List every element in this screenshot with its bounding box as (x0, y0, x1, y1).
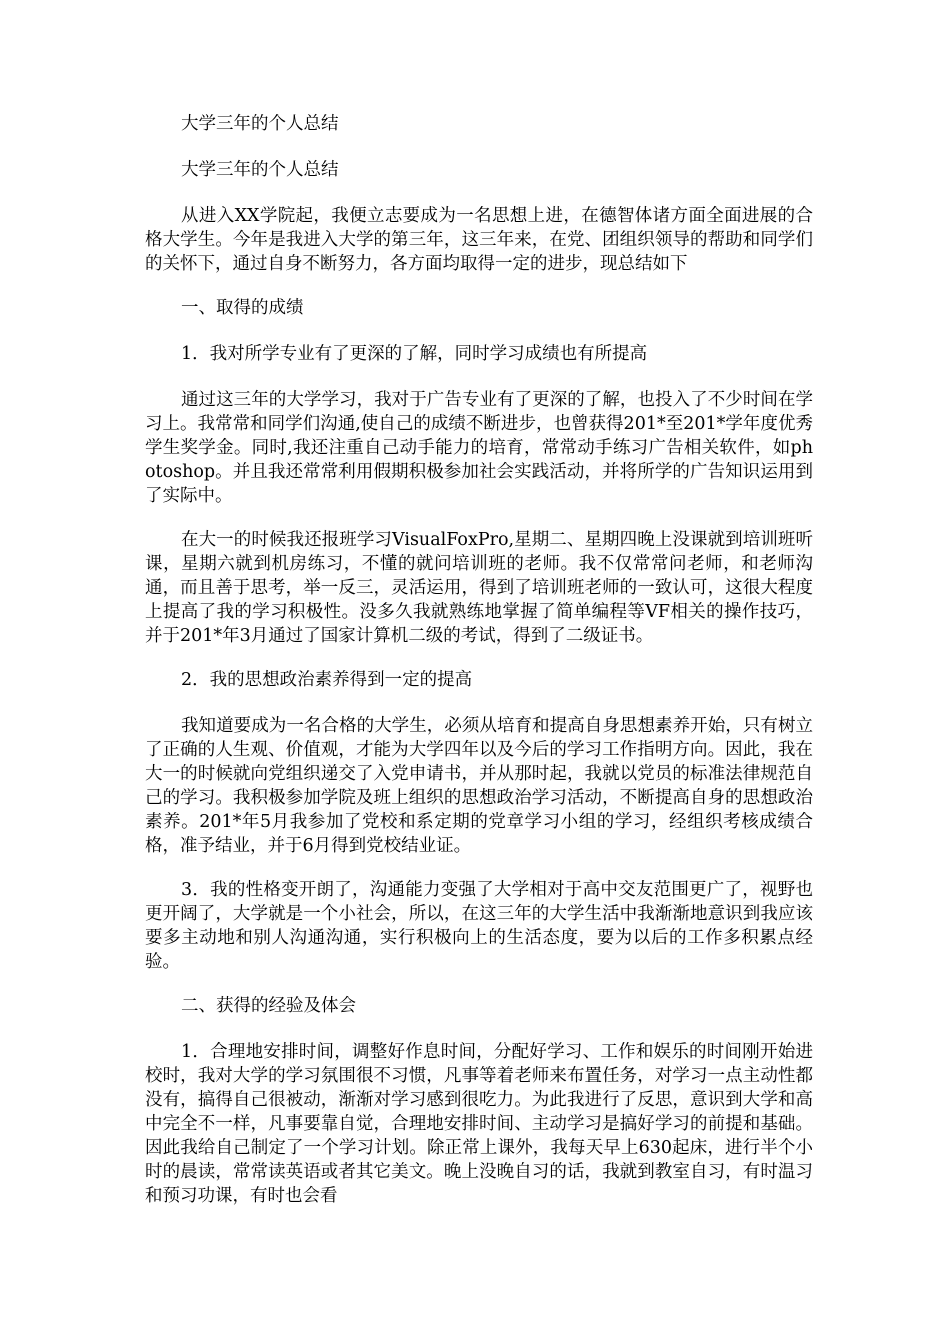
document-subtitle: 大学三年的个人总结 (181, 160, 339, 180)
subheading-major-understanding: 1．我对所学专业有了更深的了解，同时学习成绩也有所提高 (181, 344, 648, 364)
section-heading-experience: 二、获得的经验及体会 (181, 996, 356, 1016)
document-body (145, 112, 813, 1228)
paragraph-party-application: 我知道要成为一名合格的大学生，必须从培育和提高自身思想素养开始，只有树立了正确的人生观、价值观，才能为大学四年以及今后的学习工作指明方向。因此，我在大一的时候就向党组织递交了入党申请书，并从那时起，我就以党员的标准法律规范自己的学习。我积极参加学院及班上组织的思想政治学习活动，不断提高自身的思想政治素养。201*年5月我参加了党校和系定期的党章学习小组的学习，经组织考核成绩合格，准予结业，并于6月得到党校结业证。 (145, 716, 813, 856)
section-heading-achievements: 一、取得的成绩 (181, 298, 304, 318)
paragraph-personality-communication: 3．我的性格变开朗了，沟通能力变强了大学相对于高中交友范围更广了，视野也更开阔了，大学就是一个小社会，所以，在这三年的大学生活中我渐渐地意识到我应该要多主动地和别人沟通沟通，实行积极向上的生活态度，要为以后的工作多积累点经验。 (145, 880, 813, 972)
intro-paragraph: 从进入XX学院起，我便立志要成为一名思想上进，在德智体诸方面全面进展的合格大学生。今年是我进入大学的第三年，这三年来，在党、团组织领导的帮助和同学们的关怀下，通过自身不断努力，各方面均取得一定的进步，现总结如下 (145, 206, 813, 274)
subheading-political-quality: 2．我的思想政治素养得到一定的提高 (181, 670, 473, 690)
document-title: 大学三年的个人总结 (181, 114, 339, 134)
paragraph-advertising-study: 通过这三年的大学学习，我对于广告专业有了更深的了解，也投入了不少时间在学习上。我常常和同学们沟通,使自己的成绩不断进步，也曾获得201*至201*学年度优秀学生奖学金。同时,我还注重自己动手能力的培育，常常动手练习广告相关软件，如photoshop。并且我还常常利用假期积极参加社会实践活动，并将所学的广告知识运用到了实际中。 (145, 390, 813, 506)
paragraph-visualfoxpro-training: 在大一的时候我还报班学习VisualFoxPro,星期二、星期四晚上没课就到培训班听课，星期六就到机房练习，不懂的就问培训班的老师。我不仅常常问老师，和老师沟通，而且善于思考，举一反三，灵活运用，得到了培训班老师的一致认可，这很大程度上提高了我的学习积极性。没多久我就熟练地掌握了简单编程等VF相关的操作技巧，并于201*年3月通过了国家计算机二级的考试，得到了二级证书。 (145, 530, 813, 646)
paragraph-time-management: 1．合理地安排时间，调整好作息时间，分配好学习、工作和娱乐的时间刚开始进校时，我对大学的学习氛围很不习惯，凡事等着老师来布置任务，对学习一点主动性都没有，搞得自己很被动，渐渐对学习感到很吃力。为此我进行了反思，意识到大学和高中完全不一样，凡事要靠自觉，合理地安排时间、主动学习是搞好学习的前提和基础。因此我给自己制定了一个学习计划。除正常上课外，我每天早上630起床，进行半个小时的晨读，常常读英语或者其它美文。晚上没晚自习的话，我就到教室自习，有时温习和预习功课，有时也会看 (145, 1042, 813, 1206)
